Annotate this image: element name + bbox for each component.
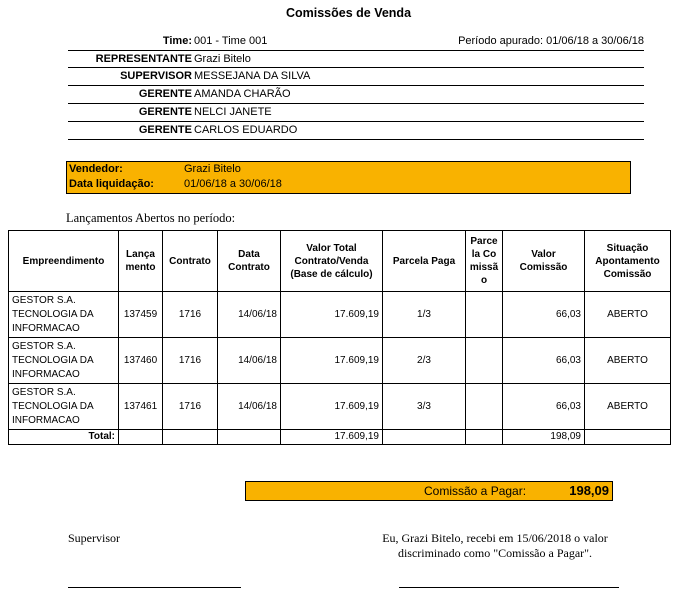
vendedor-label: Vendedor:	[69, 163, 123, 175]
emp-line: INFORMACAO	[12, 322, 80, 334]
emp-line: GESTOR S.A.	[12, 294, 76, 306]
cell-empty	[218, 430, 281, 445]
gerente-label: GERENTE	[138, 88, 192, 100]
cell-valor: 17.609,19	[281, 292, 383, 338]
comissao-pagar-label: Comissão a Pagar:	[424, 484, 527, 498]
cell-empty	[585, 430, 671, 445]
cell-data: 14/06/18	[218, 384, 281, 430]
table-row	[9, 384, 671, 430]
periodo-apurado: Período apurado: 01/06/18 a 30/06/18	[458, 35, 644, 47]
table-row	[9, 292, 671, 338]
cell-situacao: ABERTO	[585, 384, 671, 430]
liquidacao-label: Data liquidação:	[69, 178, 154, 190]
cell-contrato: 1716	[163, 338, 218, 384]
recibo-line: discriminado como "Comissão a Pagar".	[397, 546, 593, 560]
divider	[68, 121, 644, 122]
col-header-valor-total: Valor Total Contrato/Venda (Base de cálculo)	[281, 231, 383, 292]
cell-data: 14/06/18	[218, 338, 281, 384]
gerente-label: GERENTE	[138, 106, 192, 118]
representante-value: Grazi Bitelo	[194, 53, 251, 65]
divider	[68, 85, 644, 86]
cell-parcela-comissao	[466, 292, 503, 338]
cell-contrato: 1716	[163, 292, 218, 338]
emp-line: TECNOLOGIA DA	[12, 400, 94, 412]
cell-data: 14/06/18	[218, 292, 281, 338]
cell-situacao: ABERTO	[585, 338, 671, 384]
emp-line: GESTOR S.A.	[12, 340, 76, 352]
vendor-box	[66, 161, 631, 194]
divider	[68, 50, 644, 51]
cell-valor: 17.609,19	[281, 384, 383, 430]
divider	[68, 139, 644, 140]
gerente-value: NELCI JANETE	[194, 106, 272, 118]
cell-lancamento: 137461	[119, 384, 163, 430]
time-value: 001 - Time 001	[194, 35, 268, 47]
cell-contrato: 1716	[163, 384, 218, 430]
table-total-row	[9, 430, 671, 445]
supervisor-value: MESSEJANA DA SILVA	[194, 70, 311, 82]
divider	[68, 103, 644, 104]
col-header-parcela-paga: Parcela Paga	[383, 231, 466, 292]
liquidacao-value: 01/06/18 a 30/06/18	[184, 178, 282, 190]
cell-empty	[119, 430, 163, 445]
cell-parcela: 3/3	[383, 384, 466, 430]
vendedor-value: Grazi Bitelo	[184, 163, 241, 175]
cell-comissao: 66,03	[503, 384, 585, 430]
table-header-row	[9, 231, 671, 292]
vendedor-signature-line	[399, 587, 619, 588]
divider	[68, 67, 644, 68]
supervisor-label: SUPERVISOR	[120, 70, 192, 82]
time-label: Time:	[162, 35, 192, 47]
section-title: Lançamentos Abertos no período:	[66, 211, 236, 225]
emp-line: TECNOLOGIA DA	[12, 308, 94, 320]
recibo-line: Eu, Grazi Bitelo, recebi em 15/06/2018 o valor	[382, 531, 608, 545]
cell-lancamento: 137459	[119, 292, 163, 338]
cell-empreendimento	[9, 292, 119, 338]
cell-valor: 17.609,19	[281, 338, 383, 384]
gerente-value: AMANDA CHARÃO	[194, 88, 291, 100]
emp-line: GESTOR S.A.	[12, 386, 76, 398]
col-header-parcela-comissao: Parcela Comissão	[466, 231, 503, 292]
cell-empreendimento	[9, 384, 119, 430]
cell-lancamento: 137460	[119, 338, 163, 384]
table-row	[9, 338, 671, 384]
cell-empty	[466, 430, 503, 445]
cell-empty	[163, 430, 218, 445]
cell-parcela: 1/3	[383, 292, 466, 338]
comissao-pagar-box	[245, 481, 613, 501]
supervisor-signature-label: Supervisor	[68, 531, 120, 545]
col-header-situacao: Situação Apontamento Comissão	[585, 231, 671, 292]
total-valor: 17.609,19	[281, 430, 383, 445]
col-header-contrato: Contrato	[163, 231, 218, 292]
supervisor-signature-line	[68, 587, 241, 588]
col-header-data-contrato: Data Contrato	[218, 231, 281, 292]
cell-comissao: 66,03	[503, 338, 585, 384]
emp-line: TECNOLOGIA DA	[12, 354, 94, 366]
total-comissao: 198,09	[503, 430, 585, 445]
col-header-lancamento: Lançamento	[119, 231, 163, 292]
emp-line: INFORMACAO	[12, 414, 80, 426]
cell-empty	[383, 430, 466, 445]
gerente-label: GERENTE	[138, 124, 192, 136]
col-header-empreendimento: Empreendimento	[9, 231, 119, 292]
total-label: Total:	[9, 430, 119, 445]
lancamentos-table	[8, 230, 671, 445]
cell-parcela-comissao	[466, 384, 503, 430]
cell-comissao: 66,03	[503, 292, 585, 338]
cell-parcela: 2/3	[383, 338, 466, 384]
recibo-text	[360, 531, 630, 561]
page-title: Comissões de Venda	[285, 6, 412, 20]
emp-line: INFORMACAO	[12, 368, 80, 380]
representante-label: REPRESENTANTE	[95, 53, 192, 65]
cell-empreendimento	[9, 338, 119, 384]
gerente-value: CARLOS EDUARDO	[194, 124, 298, 136]
col-header-valor-comissao: Valor Comissão	[503, 231, 585, 292]
cell-parcela-comissao	[466, 338, 503, 384]
comissao-pagar-value: 198,09	[569, 483, 609, 498]
cell-situacao: ABERTO	[585, 292, 671, 338]
